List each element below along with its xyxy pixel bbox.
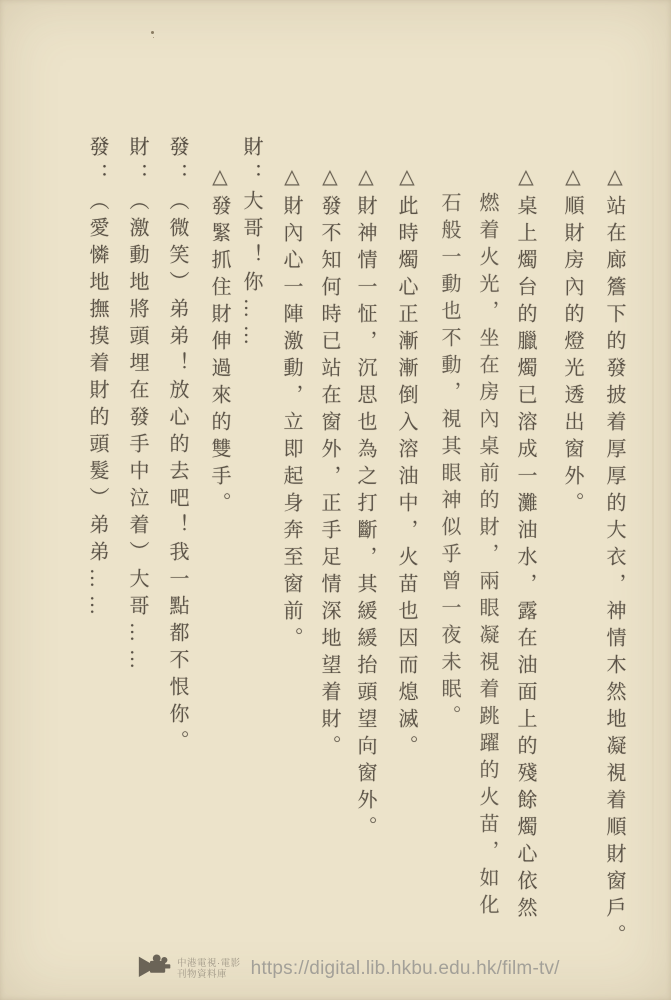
dialogue-text: （愛憐地撫摸着財的頭髮）弟弟…… (86, 190, 108, 622)
library-logo-text (177, 958, 241, 980)
logo-line1: 中港電視·電影 (177, 957, 241, 969)
dialogue-column (83, 136, 111, 622)
direction-text: 燃着火光，坐在房內桌前的財，兩眼凝視着跳躍的火苗，如化 (476, 192, 498, 921)
speaker-name: 發 (166, 136, 188, 163)
triangle-marker: △ (561, 164, 583, 195)
direction-continuation-column (473, 192, 501, 921)
stage-direction-column (600, 164, 628, 951)
dialogue-text: （激動地將頭埋在發手中泣着）大哥…… (126, 190, 148, 676)
stage-direction-column (277, 164, 305, 654)
stage-direction-column (315, 164, 343, 762)
speaker-colon: ： (126, 163, 148, 190)
speaker-name: 發 (86, 136, 108, 163)
triangle-marker: △ (208, 164, 230, 195)
stage-direction-column (511, 164, 539, 924)
triangle-marker: △ (280, 164, 302, 195)
direction-text: 發不知何時已站在窗外，正手足情深地望着財。 (318, 195, 340, 762)
speaker-name: 財 (126, 136, 148, 163)
direction-text: 桌上燭台的臘燭已溶成一灘油水，露在油面上的殘餘燭心依然 (514, 195, 536, 924)
direction-text: 財內心一陣激動，立即起身奔至窗前。 (280, 195, 302, 654)
stage-direction-column (351, 164, 379, 843)
film-camera-icon (138, 952, 172, 985)
triangle-marker: △ (354, 164, 376, 195)
ink-speck (151, 31, 154, 34)
direction-text: 順財房內的燈光透出窗外。 (561, 195, 583, 519)
dialogue-text: （微笑）弟弟！放心的去吧！我一點都不恨你。 (166, 190, 188, 757)
triangle-marker: △ (395, 164, 417, 195)
triangle-marker: △ (318, 164, 340, 195)
dialogue-text: 大哥！你…… (240, 190, 262, 352)
dialogue-column (163, 136, 191, 757)
speaker-colon: ： (86, 163, 108, 190)
speaker-colon: ： (240, 163, 262, 190)
direction-text: 財神情一怔，沉思也為之打斷，其緩緩抬頭望向窗外。 (354, 195, 376, 843)
stage-direction-column (392, 164, 420, 762)
library-logo (138, 952, 241, 985)
direction-text: 站在廊簷下的發披着厚厚的大衣，神情木然地凝視着順財窗戶。 (603, 195, 625, 951)
dialogue-column (123, 136, 151, 676)
direction-continuation-column (435, 192, 463, 732)
speaker-name: 財 (240, 136, 262, 163)
watermark-url: https://digital.lib.hkbu.edu.hk/film-tv/ (250, 957, 560, 979)
stage-direction-column (558, 164, 586, 519)
direction-text: 石般一動也不動，視其眼神似乎曾一夜未眠。 (438, 192, 460, 732)
dialogue-column (237, 136, 265, 352)
triangle-marker: △ (603, 164, 625, 195)
library-watermark (138, 952, 560, 985)
direction-text: 此時燭心正漸漸倒入溶油中，火苗也因而熄滅。 (395, 195, 417, 762)
stage-direction-column (205, 164, 233, 519)
paper-crease (652, 0, 654, 1000)
speaker-colon: ： (166, 163, 188, 190)
triangle-marker: △ (514, 164, 536, 195)
direction-text: 發緊抓住財伸過來的雙手。 (208, 195, 230, 519)
logo-line2: 刊物資料庫 (177, 968, 228, 980)
